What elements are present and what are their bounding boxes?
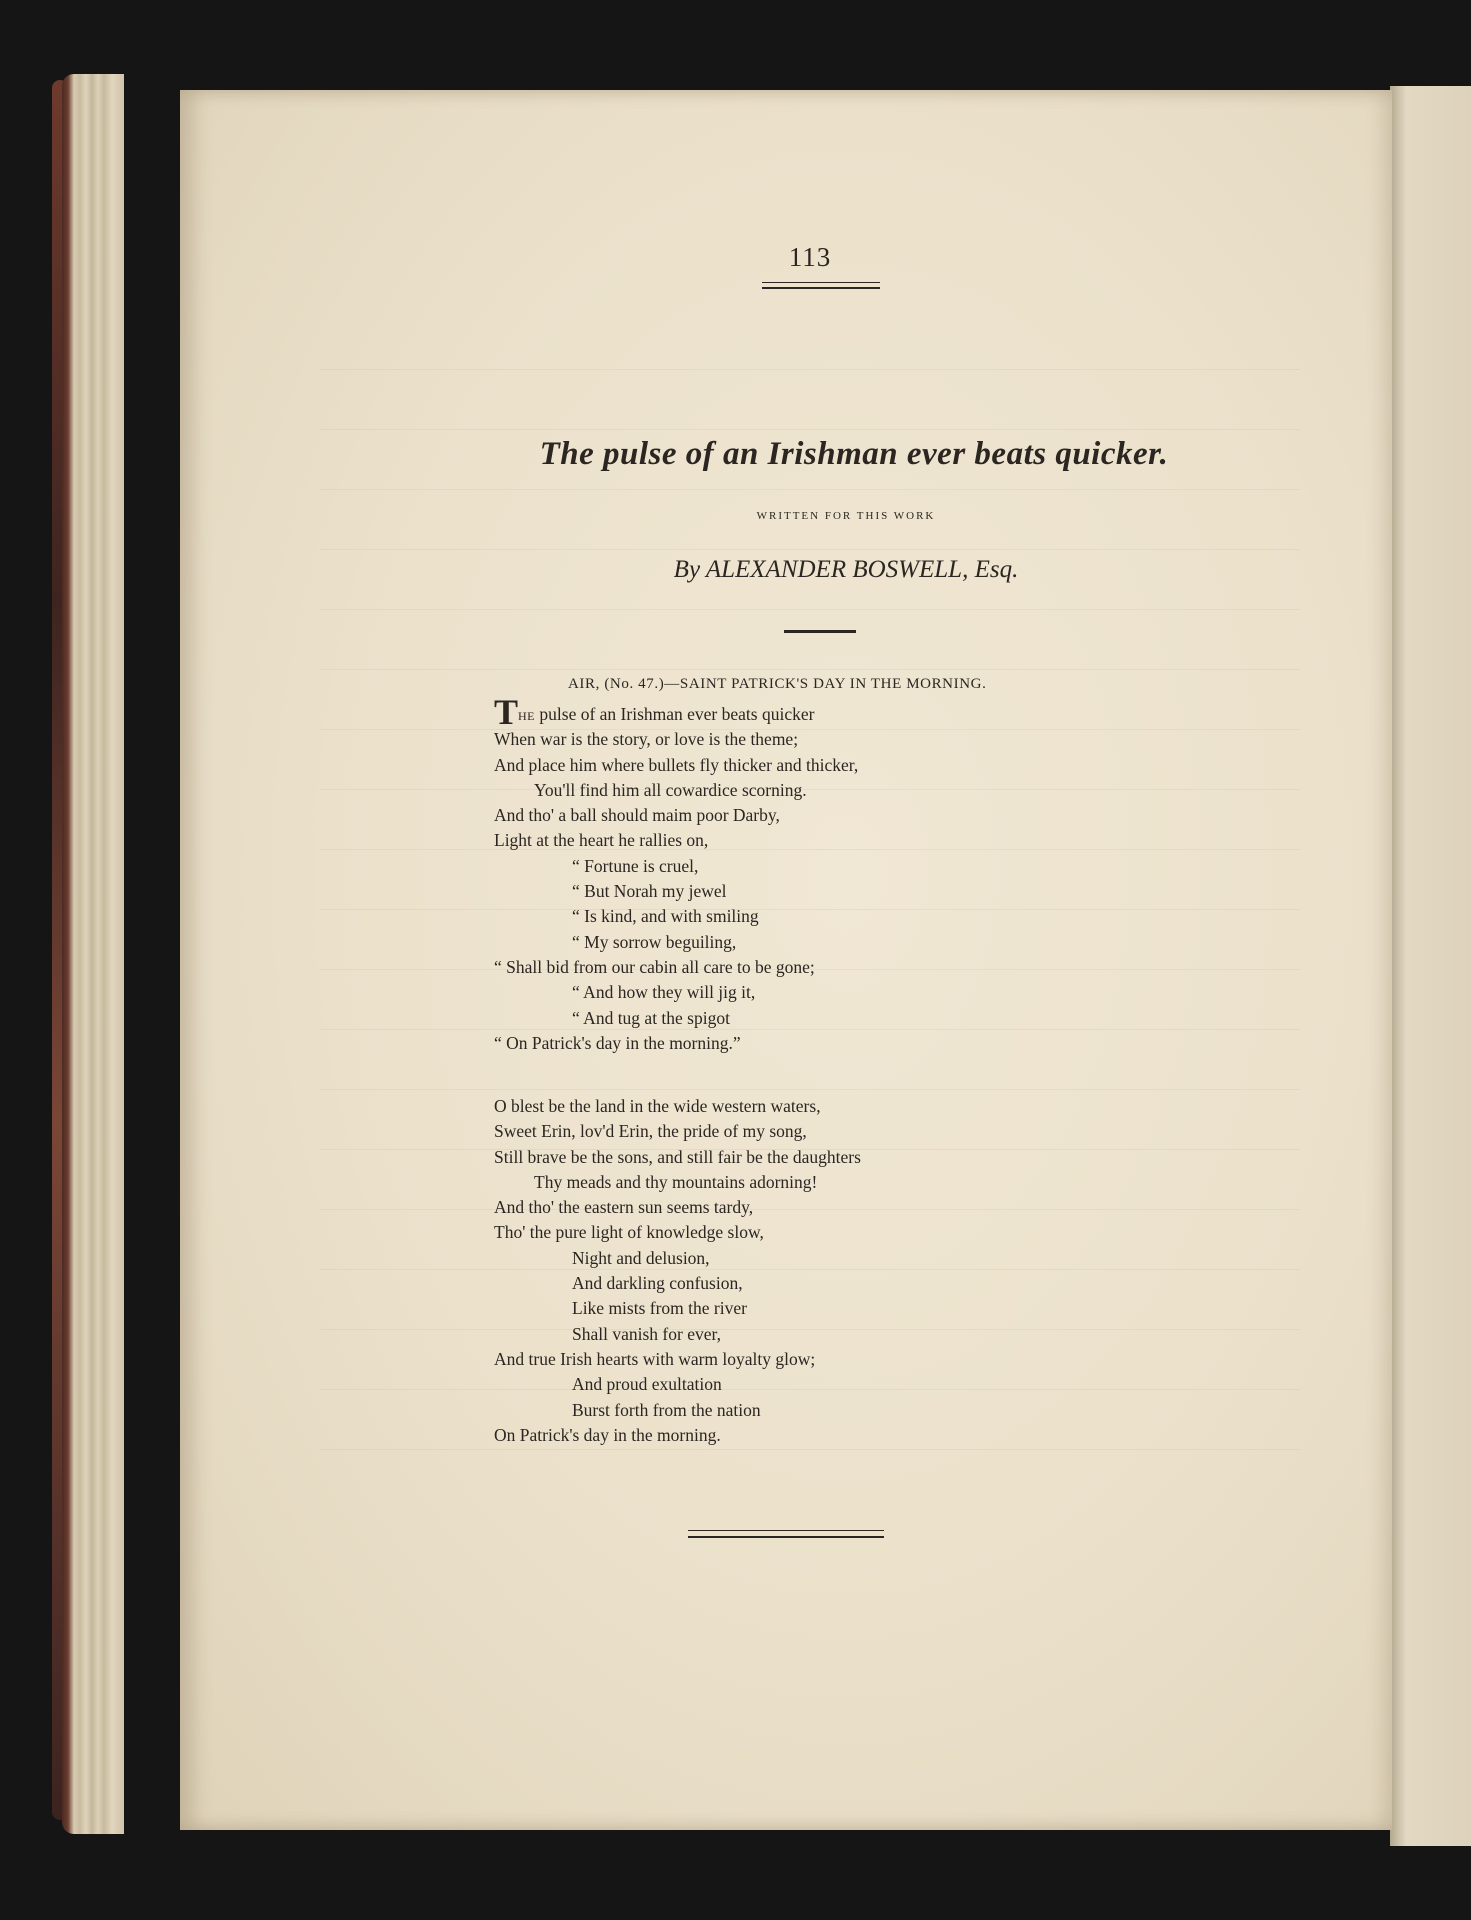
verse-line: And proud exultation: [572, 1374, 722, 1395]
verse-line: Tho' the pure light of knowledge slow,: [494, 1222, 764, 1243]
verse-line: Thy meads and thy mountains adorning!: [534, 1171, 818, 1192]
verse-line: Like mists from the river: [572, 1298, 747, 1319]
verse-text: pulse of an Irishman ever beats quicker: [535, 704, 815, 724]
verse-line: Shall vanish for ever,: [572, 1323, 721, 1344]
verse-line: And tho' the eastern sun seems tardy,: [494, 1197, 754, 1218]
author-rule: [784, 630, 856, 633]
page-edges: [62, 74, 124, 1834]
verse-line: [494, 692, 858, 732]
verse-line: And darkling confusion,: [572, 1273, 743, 1294]
verse-line: “ Fortune is cruel,: [572, 855, 699, 876]
drop-cap: T: [494, 692, 519, 732]
verse-line: And true Irish hearts with warm loyalty glow;: [494, 1348, 816, 1369]
verse-line: Light at the heart he rallies on,: [494, 830, 709, 851]
verse-line: Sweet Erin, lov'd Erin, the pride of my song,: [494, 1121, 807, 1142]
closing-rule: [688, 1530, 884, 1538]
page-number: 113: [788, 242, 832, 272]
verse-line: O blest be the land in the wide western waters,: [494, 1096, 821, 1116]
verse-line: On Patrick's day in the morning.: [494, 1424, 721, 1445]
verse-line: Burst forth from the nation: [572, 1399, 761, 1420]
verse-line: “ And tug at the spigot: [572, 1007, 730, 1028]
verse-line: “ But Norah my jewel: [572, 881, 727, 902]
song-author: By ALEXANDER BOSWELL, Esq.: [673, 556, 1019, 583]
verse-line: “ Shall bid from our cabin all care to be gone;: [494, 956, 815, 977]
verse-line: You'll find him all cowardice scorning.: [534, 779, 807, 800]
verse-line: Still brave be the sons, and still fair be the daughters: [494, 1146, 861, 1167]
verse-line: “ Is kind, and with smiling: [572, 906, 759, 927]
song-subtitle: WRITTEN FOR THIS WORK: [756, 510, 936, 522]
header-rule: [762, 282, 880, 289]
stanza-2: [494, 1094, 861, 1448]
air-line: AIR, (No. 47.)—SAINT PATRICK'S DAY IN THE MORNING.: [568, 676, 987, 692]
song-title: The pulse of an Irishman ever beats quicker.: [539, 436, 1169, 472]
verse-line: Night and delusion,: [572, 1247, 710, 1268]
book-page: [180, 90, 1392, 1830]
stanza-1: [494, 692, 859, 1056]
verse-line: And tho' a ball should maim poor Darby,: [494, 805, 780, 826]
small-caps: HE: [518, 709, 536, 723]
facing-page-edge: [1390, 86, 1471, 1846]
verse-line: “ And how they will jig it,: [572, 982, 756, 1003]
verse-line: And place him where bullets fly thicker and thicker,: [494, 754, 859, 775]
verse-line: “ My sorrow beguiling,: [572, 931, 737, 952]
verse-line: “ On Patrick's day in the morning.”: [494, 1032, 741, 1053]
verse-line: When war is the story, or love is the theme;: [494, 729, 799, 750]
